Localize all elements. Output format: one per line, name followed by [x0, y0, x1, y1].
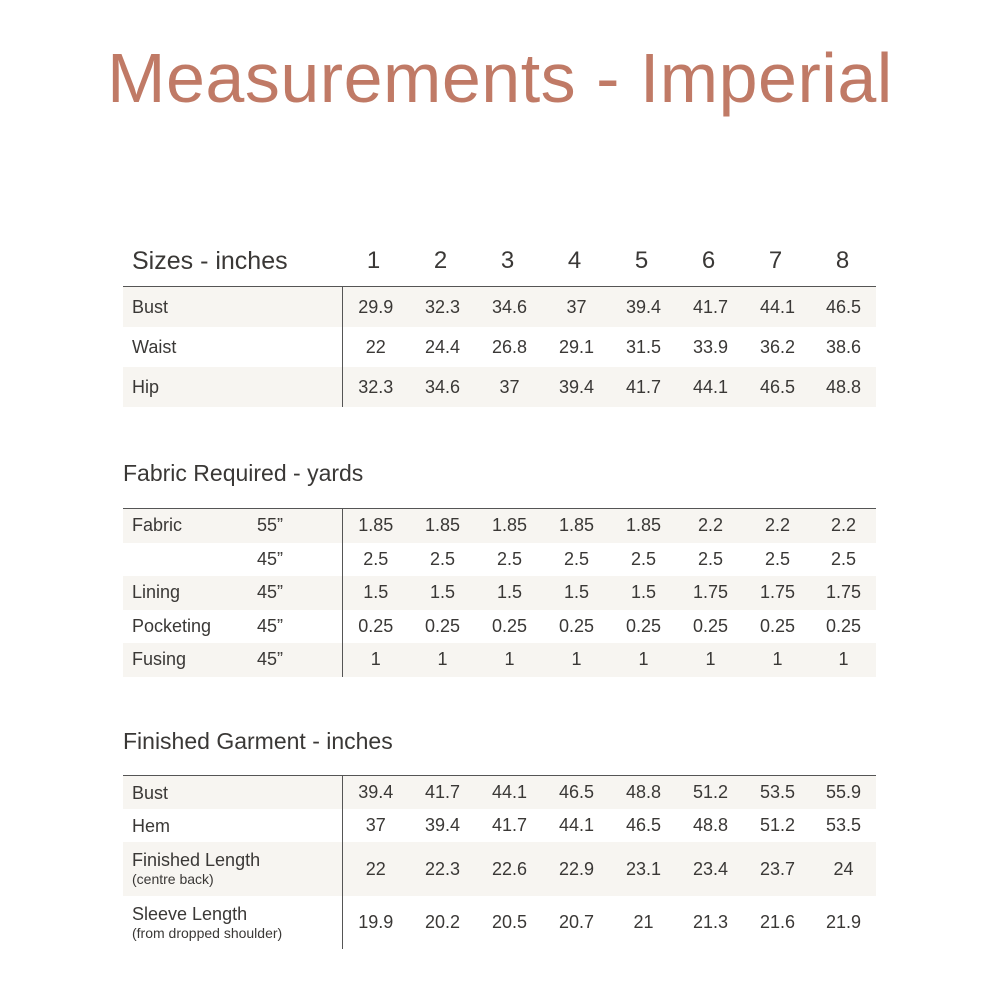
cell-value: 2.5 — [697, 548, 724, 569]
cell-value: 1 — [610, 643, 677, 677]
cell-value: 53.5 — [744, 776, 811, 809]
row-label: Fusing — [123, 643, 248, 677]
cell-value: 39.4 — [610, 287, 677, 327]
cell-value: 2.5 — [830, 548, 857, 569]
size-column-header: 3 — [500, 247, 515, 274]
cell-value: 0.25 — [692, 615, 729, 636]
row-label: Bust — [123, 287, 342, 327]
cell-value: 0.25 — [491, 615, 528, 636]
sizes-section — [123, 236, 876, 407]
page-title: Measurements - Imperial — [107, 39, 893, 117]
row-label: Pocketing — [132, 615, 212, 636]
size-column-header: 2 — [433, 247, 448, 274]
cell-value: 1.5 — [409, 576, 476, 610]
fabric-width: 55” — [248, 509, 342, 543]
table-row — [123, 287, 876, 327]
size-column-header: 5 — [634, 247, 649, 274]
row-label: Hem — [132, 815, 171, 836]
cell-value: 22 — [342, 842, 409, 896]
cell-value: 34.6 — [409, 367, 476, 407]
cell-value: 23.1 — [610, 842, 677, 896]
cell-value: 24.4 — [424, 336, 461, 357]
row-label: Fabric — [123, 509, 248, 543]
cell-value: 21.6 — [759, 912, 796, 932]
row-label: Lining — [123, 576, 248, 610]
cell-value: 1.85 — [476, 509, 543, 543]
cell-value: 44.1 — [744, 287, 811, 327]
cell-value: 41.7 — [677, 287, 744, 327]
row-label: Finished Length — [132, 850, 261, 870]
cell-value: 46.5 — [543, 776, 610, 809]
cell-value: 1.5 — [476, 576, 543, 610]
cell-value: 1.75 — [744, 576, 811, 610]
table-row — [123, 842, 876, 896]
cell-value: 44.1 — [558, 815, 595, 835]
row-label: Hip — [123, 367, 342, 407]
row-label: Sleeve Length — [132, 903, 248, 924]
fabric-heading: Fabric Required - yards — [123, 459, 364, 486]
cell-value: 41.7 — [409, 776, 476, 809]
size-columns — [340, 247, 876, 275]
cell-value: 32.3 — [342, 367, 409, 407]
size-column-header: 4 — [567, 247, 582, 274]
size-column-header: 7 — [768, 247, 783, 274]
cell-value: 26.8 — [491, 336, 528, 357]
cell-value: 44.1 — [476, 776, 543, 809]
finished-table — [123, 776, 876, 949]
fabric-width: 45” — [248, 543, 342, 577]
sizes-table — [123, 287, 876, 407]
cell-value: 46.5 — [625, 815, 662, 835]
cell-value: 0.25 — [558, 615, 595, 636]
table-row — [123, 896, 876, 949]
cell-value: 48.8 — [692, 815, 729, 835]
cell-value: 0.25 — [759, 615, 796, 636]
cell-value: 22.6 — [476, 842, 543, 896]
cell-value: 39.4 — [342, 776, 409, 809]
cell-value: 21.3 — [692, 912, 729, 932]
row-note: (centre back) — [132, 871, 214, 887]
fabric-table — [123, 509, 876, 677]
table-row — [123, 543, 876, 577]
cell-value: 48.8 — [811, 367, 876, 407]
cell-value: 32.3 — [409, 287, 476, 327]
cell-value: 39.4 — [424, 815, 461, 835]
cell-value: 1 — [543, 643, 610, 677]
finished-heading: Finished Garment - inches — [123, 727, 393, 754]
cell-value: 37 — [365, 815, 386, 835]
cell-value: 22.3 — [409, 842, 476, 896]
cell-value: 44.1 — [677, 367, 744, 407]
cell-value: 38.6 — [825, 336, 862, 357]
cell-value: 2.5 — [630, 548, 657, 569]
table-row — [123, 776, 876, 809]
cell-value: 0.25 — [625, 615, 662, 636]
table-row — [123, 576, 876, 610]
cell-value: 23.7 — [744, 842, 811, 896]
cell-value: 0.25 — [825, 615, 862, 636]
cell-value: 41.7 — [610, 367, 677, 407]
row-label: Bust — [132, 782, 169, 803]
cell-value: 0.25 — [358, 615, 394, 636]
cell-value: 20.5 — [491, 912, 528, 932]
fabric-section — [123, 448, 876, 677]
cell-value: 55.9 — [811, 776, 876, 809]
cell-value: 2.5 — [496, 548, 523, 569]
table-row — [123, 809, 876, 842]
cell-value: 33.9 — [692, 336, 729, 357]
fabric-width: 45” — [248, 643, 342, 677]
cell-value: 22 — [365, 336, 386, 357]
cell-value: 1.85 — [610, 509, 677, 543]
cell-value: 1.5 — [543, 576, 610, 610]
cell-value: 21.9 — [825, 912, 862, 932]
cell-value: 2.5 — [363, 548, 389, 569]
cell-value: 1 — [677, 643, 744, 677]
size-column-header: 1 — [366, 247, 381, 274]
sizes-heading: Sizes - inches — [132, 246, 288, 275]
cell-value: 51.2 — [677, 776, 744, 809]
cell-value: 31.5 — [625, 336, 662, 357]
cell-value: 21 — [633, 912, 654, 932]
cell-value: 1 — [811, 643, 876, 677]
table-row — [123, 610, 876, 644]
row-label: Waist — [123, 327, 342, 367]
cell-value: 2.2 — [811, 509, 876, 543]
cell-value: 0.25 — [424, 615, 461, 636]
table-row — [123, 327, 876, 367]
cell-value: 48.8 — [610, 776, 677, 809]
cell-value: 36.2 — [759, 336, 796, 357]
row-label-cell — [123, 809, 342, 842]
cell-value: 29.1 — [558, 336, 595, 357]
fabric-width: 45” — [248, 610, 342, 644]
cell-value: 2.2 — [677, 509, 744, 543]
cell-value: 1 — [409, 643, 476, 677]
cell-value: 46.5 — [811, 287, 876, 327]
row-label-cell — [123, 896, 342, 949]
sizes-header-row — [123, 236, 876, 286]
finished-section — [123, 716, 876, 949]
cell-value: 1.85 — [409, 509, 476, 543]
cell-value: 2.5 — [563, 548, 590, 569]
cell-value: 2.2 — [744, 509, 811, 543]
cell-value: 1.85 — [543, 509, 610, 543]
cell-value: 2.5 — [429, 548, 456, 569]
cell-value: 2.5 — [764, 548, 791, 569]
size-column-header: 8 — [835, 247, 850, 274]
cell-value: 20.7 — [558, 912, 595, 932]
cell-value: 23.4 — [677, 842, 744, 896]
cell-value: 41.7 — [491, 815, 528, 835]
fabric-header-row — [123, 448, 876, 498]
cell-value: 1.85 — [342, 509, 409, 543]
table-row — [123, 643, 876, 677]
cell-value: 37 — [543, 287, 610, 327]
table-row — [123, 509, 876, 543]
cell-value: 24 — [811, 842, 876, 896]
cell-value: 1 — [342, 643, 409, 677]
cell-value: 1 — [744, 643, 811, 677]
row-label-cell — [123, 842, 342, 896]
cell-value: 37 — [476, 367, 543, 407]
cell-value: 1.75 — [677, 576, 744, 610]
table-row — [123, 367, 876, 407]
cell-value: 34.6 — [476, 287, 543, 327]
finished-header-row — [123, 716, 876, 766]
cell-value: 19.9 — [358, 912, 394, 932]
size-column-header: 6 — [701, 247, 716, 274]
cell-value: 1 — [476, 643, 543, 677]
cell-value: 1.75 — [811, 576, 876, 610]
cell-value: 22.9 — [543, 842, 610, 896]
cell-value: 29.9 — [342, 287, 409, 327]
row-note: (from dropped shoulder) — [132, 924, 283, 941]
row-label — [123, 543, 248, 577]
cell-value: 51.2 — [759, 815, 796, 835]
cell-value: 39.4 — [543, 367, 610, 407]
cell-value: 46.5 — [744, 367, 811, 407]
cell-value: 1.5 — [610, 576, 677, 610]
cell-value: 53.5 — [825, 815, 862, 835]
row-label-cell — [123, 776, 342, 809]
cell-value: 20.2 — [424, 912, 461, 932]
fabric-width: 45” — [248, 576, 342, 610]
cell-value: 1.5 — [342, 576, 409, 610]
